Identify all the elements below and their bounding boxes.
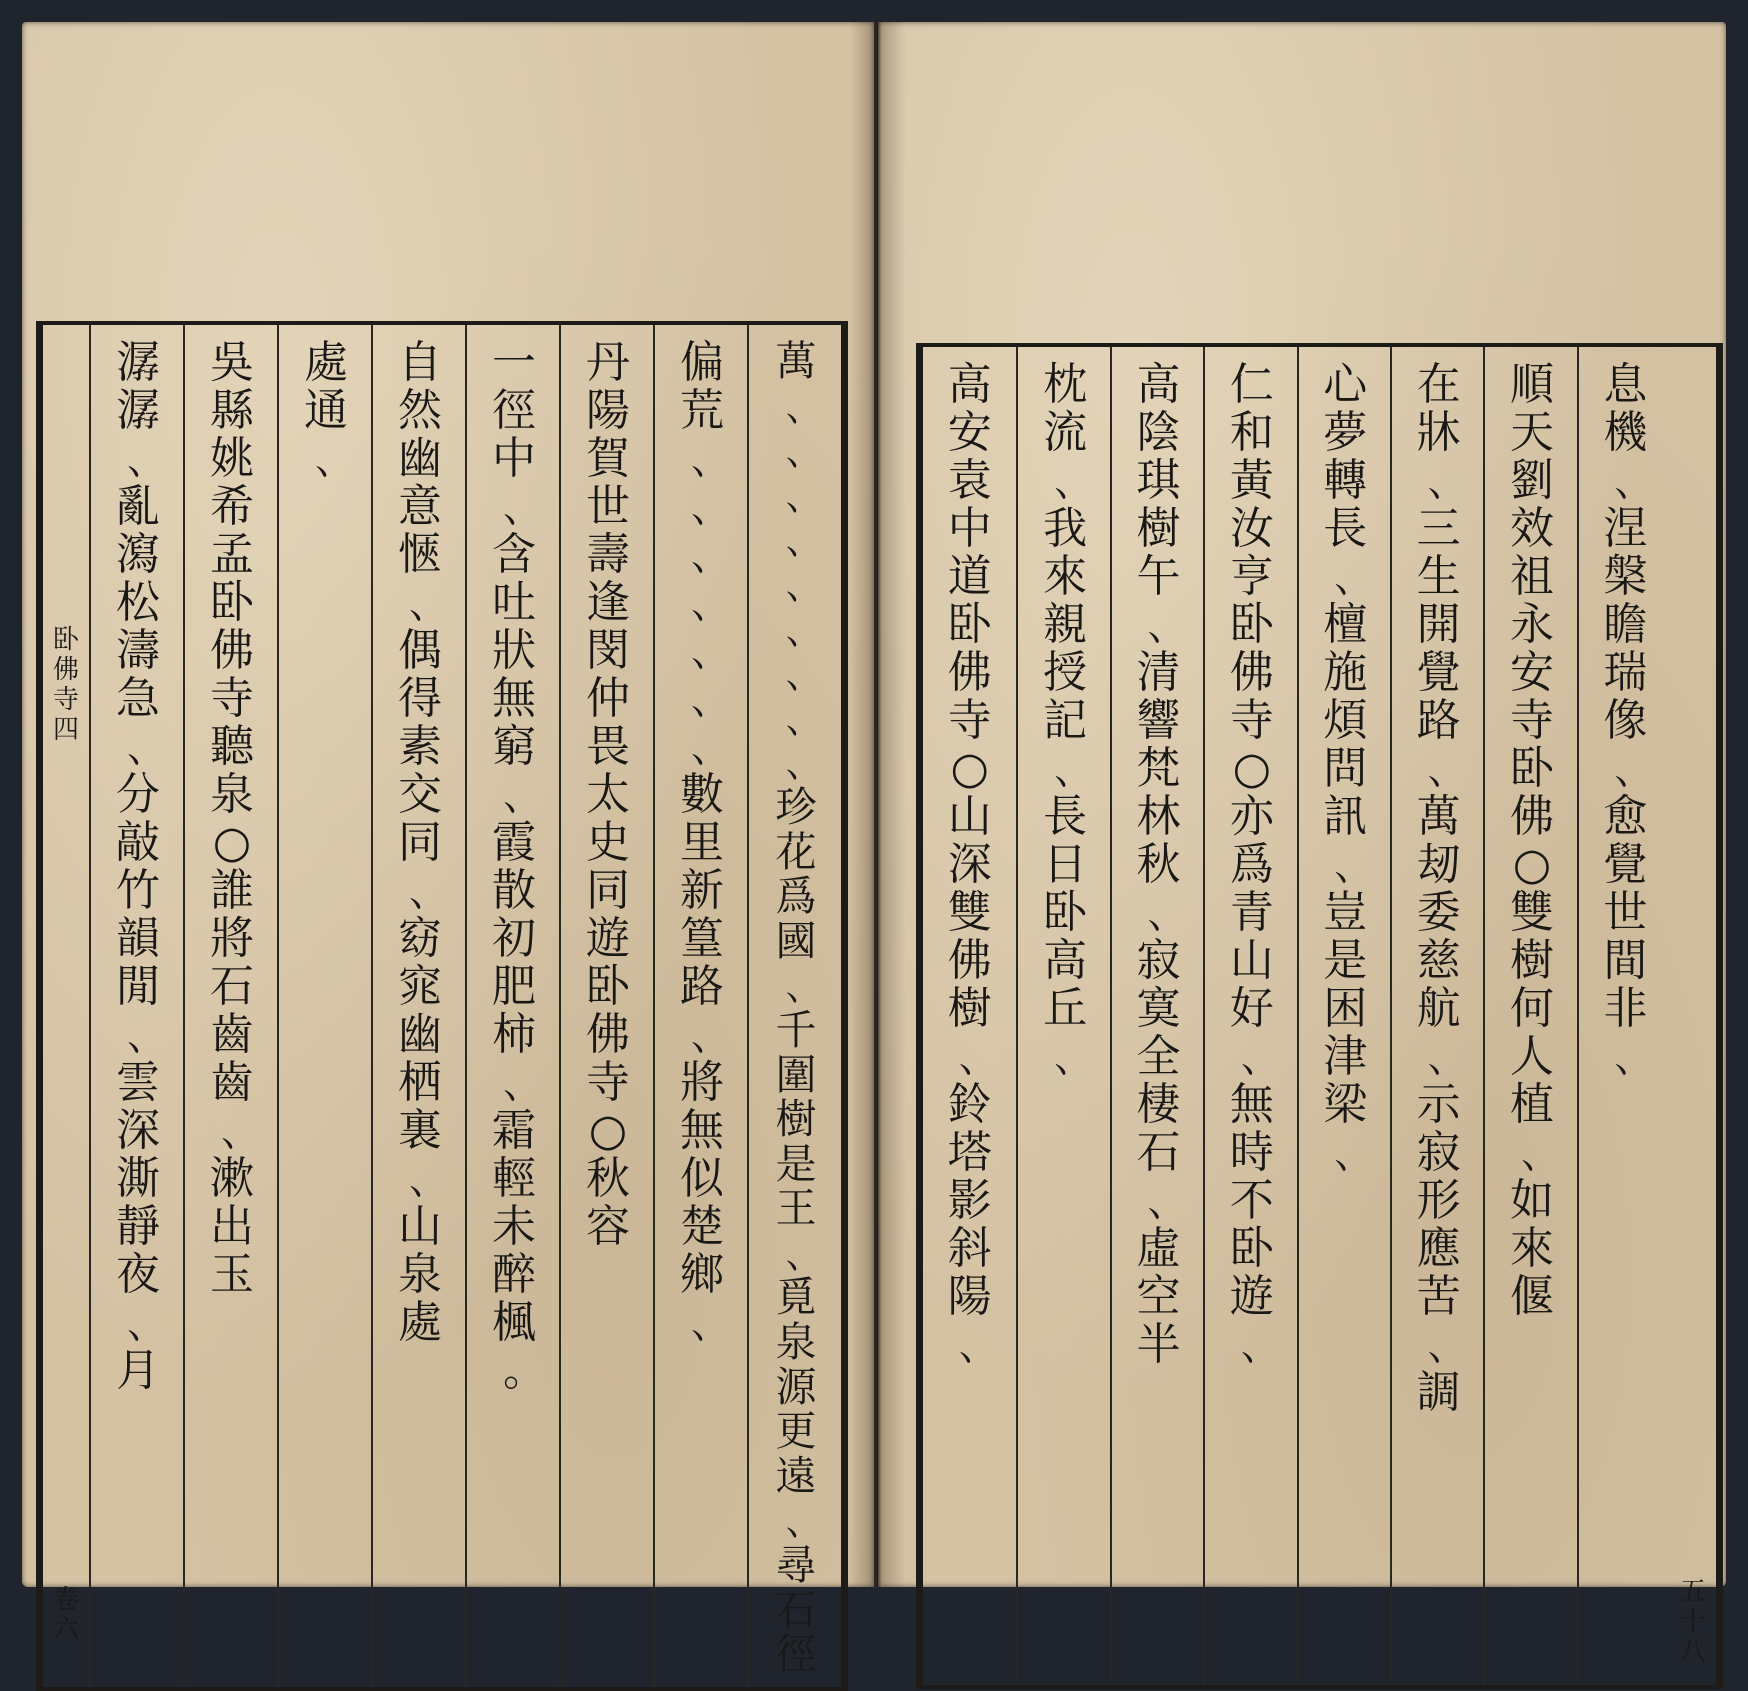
text-column (1577, 347, 1672, 1685)
column-text: 偏 荒 ､ ､ ､ ､ ､ ､ ､ 數 里 新 篁 路 ､ 將 無 似 楚 鄉 ､ (680, 337, 724, 1348)
right-text-frame (916, 343, 1723, 1689)
text-column (371, 325, 467, 1687)
text-column (1016, 347, 1111, 1685)
left-margin-column (43, 325, 89, 1687)
column-text: 順 天 劉 效 祖 永 安 寺 卧 佛 ○ 雙 樹 何 人 植 ､ 如 來 偃 (1509, 359, 1554, 1322)
text-column (1483, 347, 1578, 1685)
text-column (277, 325, 373, 1687)
column-text: 心 夢 轉 長 ､ 檀 施 煩 問 訊 ､ 豈 是 困 津 梁 ､ (1323, 359, 1368, 1178)
text-column (1203, 347, 1298, 1685)
column-text: 在 牀 ､ 三 生 開 覺 路 ､ 萬 刼 委 慈 航 ､ 示 寂 形 應 苦 ､ 調 (1416, 359, 1461, 1418)
text-column (183, 325, 279, 1687)
column-text: 自 然 幽 意 愜 ､ 偶 得 素 交 同 ､ 窈 窕 幽 栖 裏 ､ 山 泉 處 (398, 337, 442, 1348)
text-column (89, 325, 185, 1687)
page-number: 五 十 八 (1679, 1577, 1706, 1667)
column-text: 高 安 袁 中 道 卧 佛 寺 ○ 山 深 雙 佛 樹 ､ 鈴 塔 影 斜 陽 ､ (947, 359, 992, 1370)
text-column (1110, 347, 1205, 1685)
column-text: 高 陰 琪 樹 午 ､ 清 響 梵 林 秋 ､ 寂 寞 全 棲 石 ､ 虛 空 半 (1136, 359, 1181, 1370)
right-margin-column (1670, 347, 1716, 1685)
text-column (1390, 347, 1485, 1685)
column-text: 息 機 ､ 涅 槃 瞻 瑞 像 ､ 愈 覺 世 間 非 ､ (1603, 359, 1648, 1082)
text-column (1297, 347, 1392, 1685)
text-column (747, 325, 843, 1687)
column-text: 一 徑 中 ､ 含 吐 狀 無 窮 ､ 霞 散 初 肥 柿 ､ 霜 輕 未 醉 楓 ｡ (492, 337, 536, 1396)
margin-title: 卧 佛 寺 四 (52, 625, 79, 745)
column-text: 處 通 ､ (304, 337, 348, 484)
text-column (559, 325, 655, 1687)
text-column (653, 325, 749, 1687)
column-text: 丹 陽 賀 世 壽 逢 閔 仲 畏 太 史 同 遊 卧 佛 寺 ○ 秋 容 (586, 337, 630, 1252)
book-spine (850, 22, 906, 1587)
text-column (465, 325, 561, 1687)
column-text: 吳 縣 姚 希 孟 卧 佛 寺 聽 泉 ○ 誰 將 石 齒 齒 ､ 漱 出 玉 (210, 337, 254, 1300)
column-text: 枕 流 ､ 我 來 親 授 記 ､ 長 日 卧 高 丘 ､ (1043, 359, 1088, 1082)
column-text: 萬 ､ ､ ､ ､ ､ ､ ､ ､ ､ 珍 花 爲 國 ､ 千 圍 樹 是 王 ､ 覓 泉 源 更 遠 ､ 尋 石 徑 (775, 337, 817, 1679)
text-column (923, 347, 1016, 1685)
volume-label: 卷 六 (52, 1585, 79, 1645)
left-text-frame (36, 321, 848, 1691)
column-text: 仁 和 黃 汝 亨 卧 佛 寺 ○ 亦 爲 青 山 好 ､ 無 時 不 卧 遊 ､ (1229, 359, 1274, 1370)
column-text: 潺 潺 ､ 亂 瀉 松 濤 急 ､ 分 敲 竹 韻 閒 ､ 雲 深 澌 靜 夜 ､ 月 (116, 337, 160, 1396)
